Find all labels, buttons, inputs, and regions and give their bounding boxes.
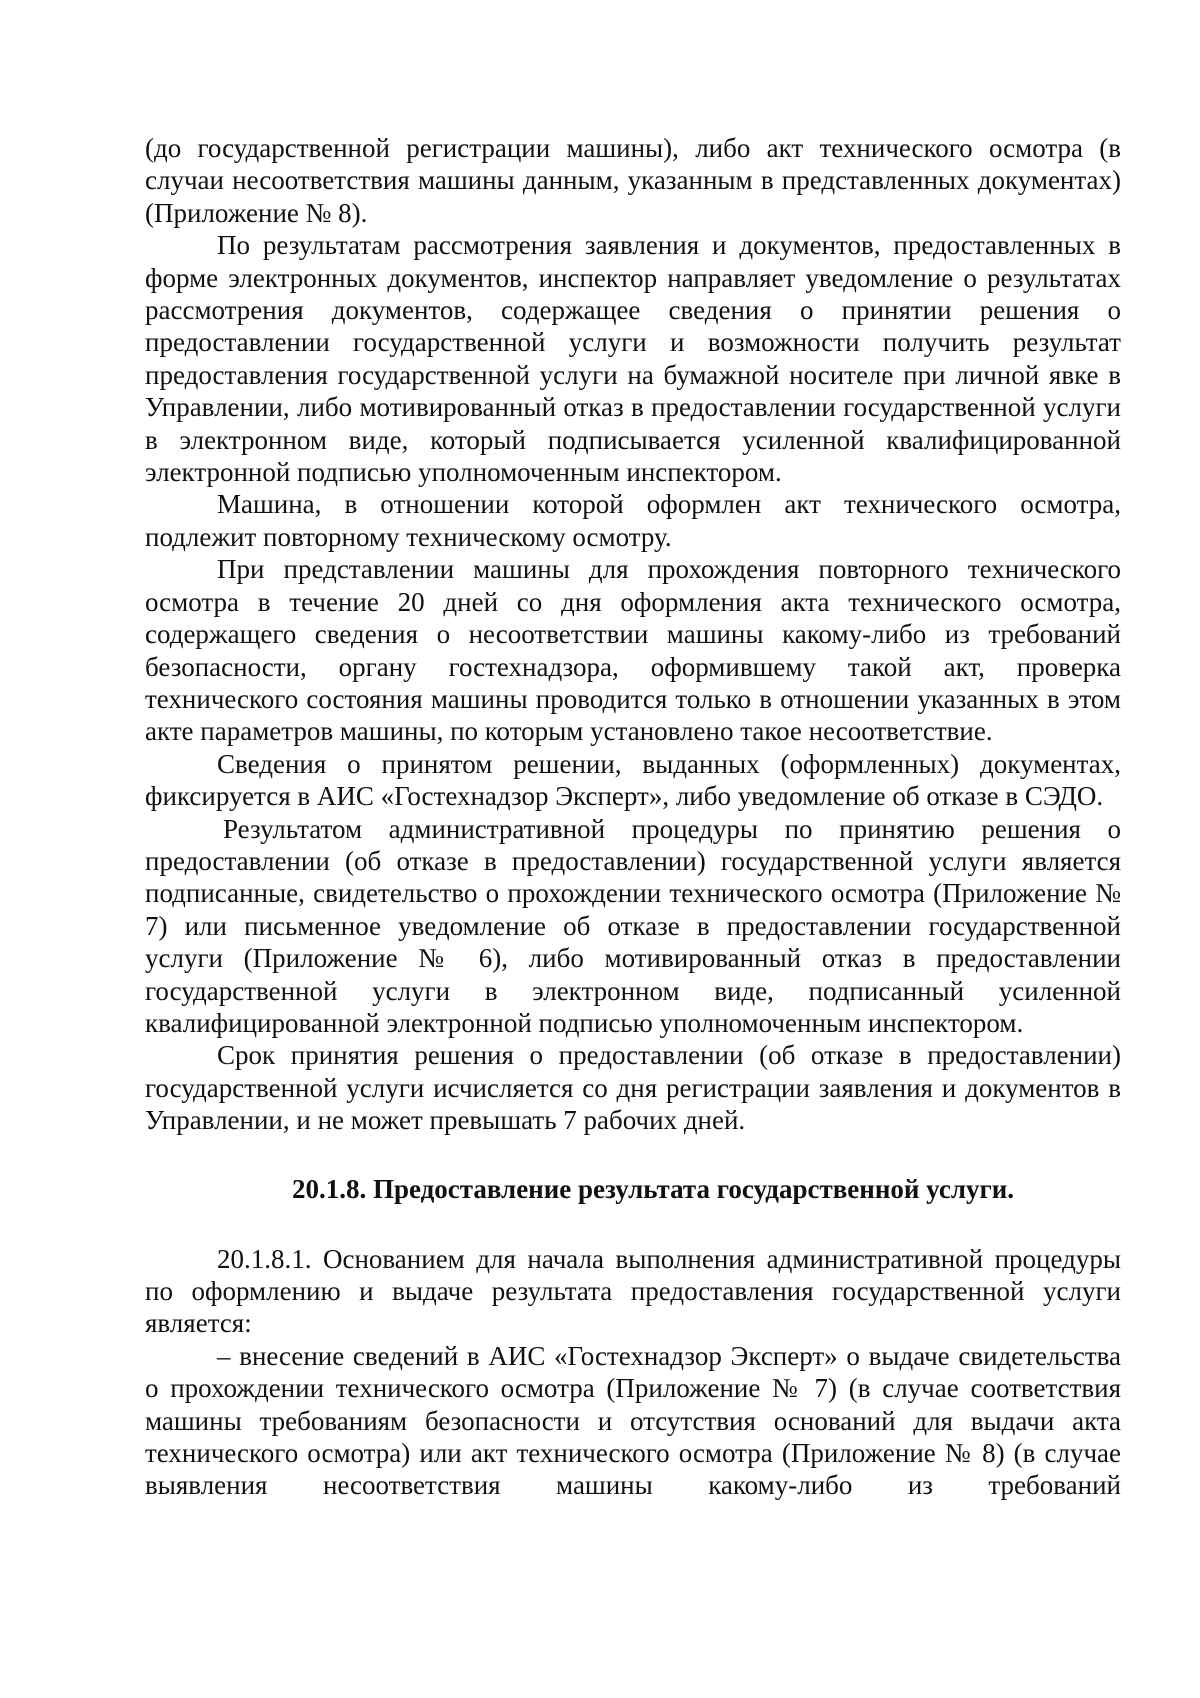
section-heading: 20.1.8. Предоставление результата государственной услуги. [291, 1173, 1015, 1204]
paragraph-review-results: По результатам рассмотрения заявления и документов, предоставленных в форме электронных документов, инспектор направляет уведомление о результатах рассмотрения документов, содержащее сведения о принятии решения о предоставлении государственной услуги и возможности получить результат предоставления государственной услуги на бумажной носителе при личной явке в Управлении, либо мотивированный отказ в предоставлении государственной услуги в электронном виде, который подписывается усиленной квалифицированной электронной подписью уполномоченным инспектором. [145, 230, 1121, 488]
paragraph-basis: 20.1.8.1. Основанием для начала выполнения административной процедуры по оформлению и выдаче результата предоставления государственной услуги является: [145, 1243, 1121, 1339]
paragraph-repeat-inspection-details: При представлении машины для прохождения повторного технического осмотра в течение 20 дней со дня оформления акта технического осмотра, содержащего сведения о несоответствии машины какому-либо из требований безопасности, органу гостехнадзора, оформившему такой акт, проверка технического состояния машины проводится только в отношении указанных в этом акте параметров машины, по которым установлено такое несоответствие. [145, 554, 1121, 747]
paragraph-list-item: – внесение сведений в АИС «Гостехнадзор Эксперт» о выдаче свидетельства о прохождении технического осмотра (Приложение № 7) (в случае соответствия машины требованиям безопасности и отсутствия оснований для выдачи акта технического осмотра) или акт технического осмотра (Приложение № 8) (в случае выявления несоответствия машины какому-либо из требований [145, 1340, 1121, 1501]
document-page [145, 132, 1121, 1502]
paragraph-repeat-inspection: Машина, в отношении которой оформлен акт технического осмотра, подлежит повторному техническому осмотру. [145, 489, 1121, 552]
paragraph-procedure-result: Результатом административной процедуры по принятию решения о предоставлении (об отказе в предоставлении) государственной услуги является подписанные, свидетельство о прохождении технического осмотра (Приложение № 7) или письменное уведомление об отказе в предоставлении государственной услуги (Приложение № 6), либо мотивированный отказ в предоставлении государственной услуги в электронном виде, подписанный усиленной квалифицированной электронной подписью уполномоченным инспектором. [145, 813, 1121, 1038]
paragraph-decision-deadline: Срок принятия решения о предоставлении (об отказе в предоставлении) государственной услуги исчисляется со дня регистрации заявления и документов в Управлении, и не может превышать 7 рабочих дней. [145, 1040, 1121, 1136]
paragraph-continuation: (до государственной регистрации машины), либо акт технического осмотра (в случаи несоответствия машины данным, указанным в представленных документах) (Приложение № 8). [145, 133, 1121, 228]
paragraph-decision-record: Сведения о принятом решении, выданных (оформленных) документах, фиксируется в АИС «Гостехнадзор Эксперт», либо уведомление об отказе в СЭДО. [145, 748, 1121, 812]
